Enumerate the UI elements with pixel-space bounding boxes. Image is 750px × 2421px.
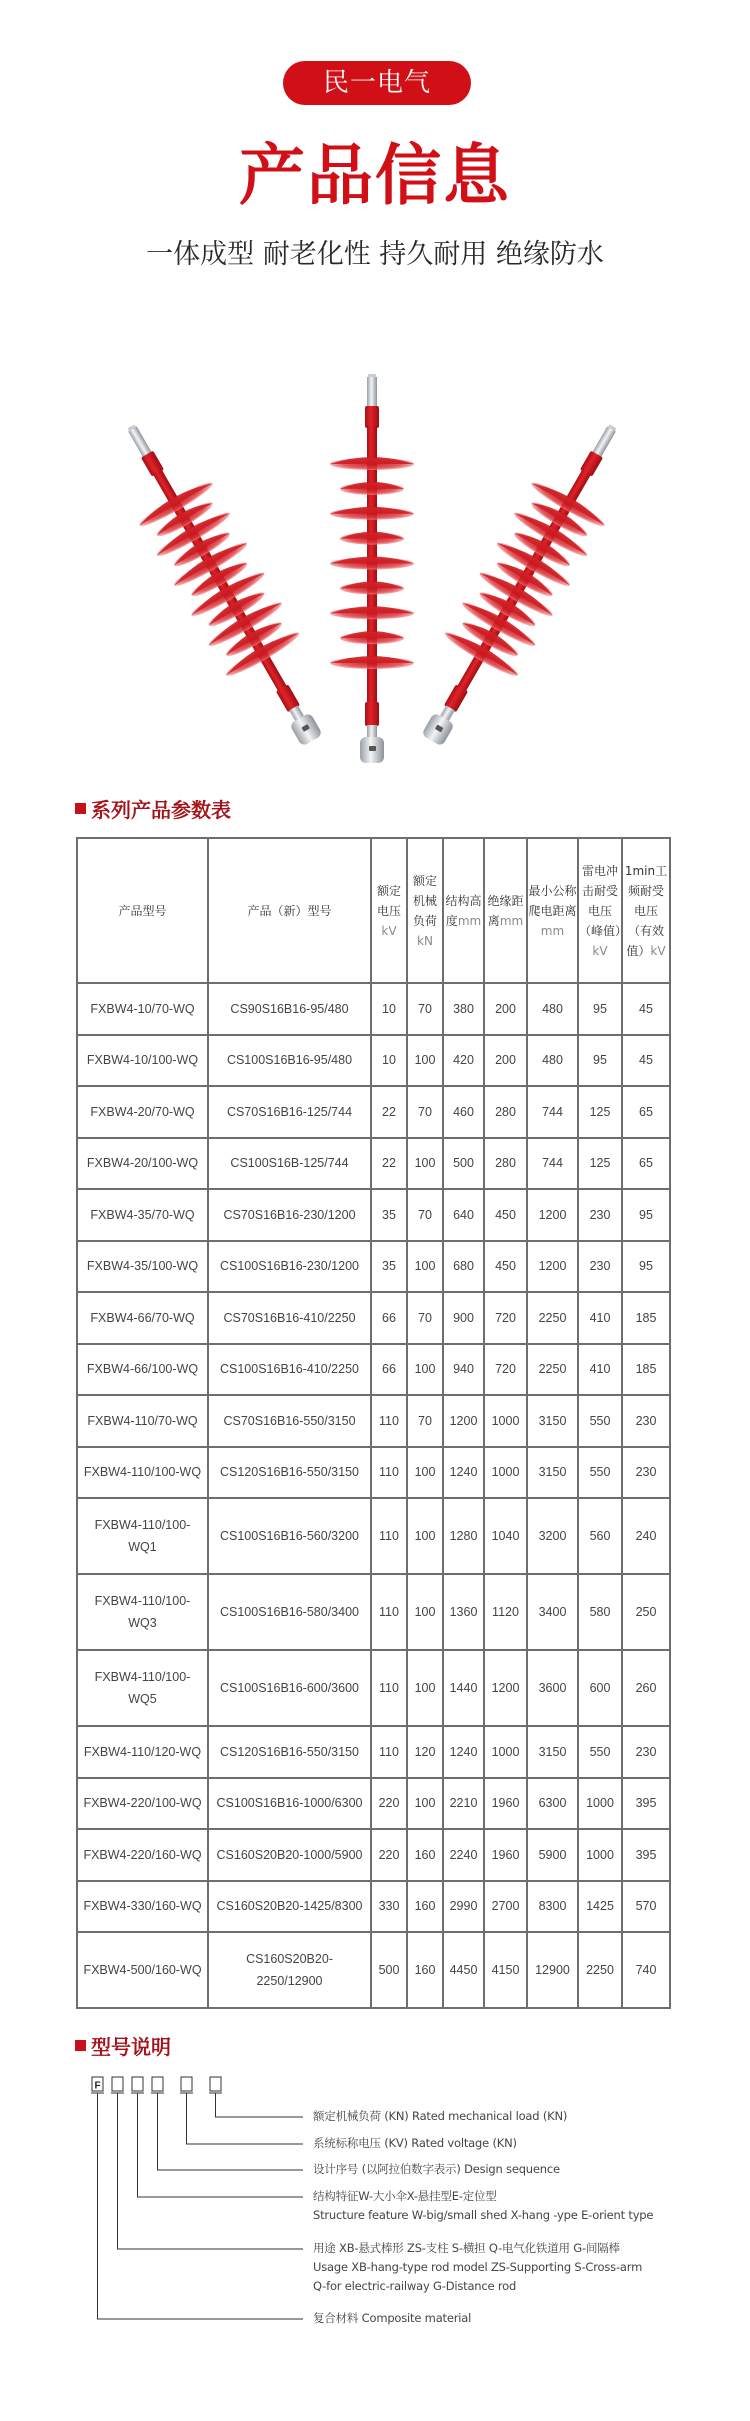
table-cell: 45	[622, 983, 670, 1035]
insulator-shed	[330, 606, 414, 613]
table-cell: 95	[578, 983, 622, 1035]
column-header-unit: kV	[381, 923, 397, 938]
table-cell: FXBW4-66/100-WQ	[77, 1344, 208, 1396]
table-cell: 410	[578, 1344, 622, 1396]
leader-line	[138, 2093, 304, 2197]
table-row	[77, 1778, 670, 1830]
table-cell: CS100S16B-125/744	[208, 1138, 371, 1190]
table-cell: 380	[443, 983, 484, 1035]
code-box	[210, 2077, 221, 2091]
column-header-unit: mm	[540, 923, 565, 938]
heading-square-icon	[75, 2040, 86, 2051]
table-cell: CS160S20B20-1000/5900	[208, 1829, 371, 1881]
table-body	[77, 983, 670, 2008]
table-cell: 240	[622, 1498, 670, 1574]
table-cell: 3150	[527, 1726, 578, 1778]
column-header	[527, 838, 578, 983]
column-header	[407, 838, 443, 983]
table-cell: 900	[443, 1292, 484, 1344]
table-cell: 12900	[527, 1932, 578, 2008]
insulator-right	[395, 405, 649, 761]
table-cell: 2250	[527, 1344, 578, 1396]
table-cell: CS100S16B16-410/2250	[208, 1344, 371, 1396]
column-header-label: 产品型号	[118, 903, 167, 918]
brand-badge: 民一电气	[283, 61, 471, 105]
table-cell: 450	[484, 1241, 527, 1293]
table-cell: 110	[371, 1574, 407, 1650]
table-row	[77, 1881, 670, 1933]
code-description	[313, 2187, 653, 2225]
table-cell: 330	[371, 1881, 407, 1933]
table-cell: 280	[484, 1138, 527, 1190]
table-cell: FXBW4-110/120-WQ	[77, 1726, 208, 1778]
table-cell: 500	[443, 1138, 484, 1190]
code-description-line: 复合材料 Composite material	[313, 2311, 472, 2325]
table-cell: 550	[578, 1726, 622, 1778]
table-cell: 1000	[484, 1447, 527, 1499]
table-cell: CS100S16B16-230/1200	[208, 1241, 371, 1293]
column-header-label: 雷电冲击耐受电压（峰值）	[579, 863, 628, 938]
table-cell: 70	[407, 1189, 443, 1241]
column-header-unit: mm	[457, 913, 482, 928]
table-cell: 2990	[443, 1881, 484, 1933]
table-cell: 100	[407, 1778, 443, 1830]
code-description-line: Structure feature W-big/small shed X-hang -ype E-orient type	[313, 2208, 654, 2222]
table-cell: CS100S16B16-580/3400	[208, 1574, 371, 1650]
table-cell: 720	[484, 1344, 527, 1396]
table-cell: 420	[443, 1035, 484, 1087]
table-cell: 110	[371, 1726, 407, 1778]
code-description-line: Q-for electric-railway G-Distance rod	[313, 2279, 517, 2293]
table-cell: 410	[578, 1292, 622, 1344]
table-cell: FXBW4-20/70-WQ	[77, 1086, 208, 1138]
model-explanation-heading	[75, 2033, 171, 2057]
code-description	[313, 2107, 567, 2126]
column-header-unit: kN	[417, 933, 433, 948]
table-cell: 125	[578, 1086, 622, 1138]
table-row	[77, 1498, 670, 1574]
table-cell: 2250	[527, 1292, 578, 1344]
table-cell: CS120S16B16-550/3150	[208, 1726, 371, 1778]
code-box	[112, 2077, 123, 2091]
insulator-part	[365, 406, 379, 428]
table-cell: 480	[527, 1035, 578, 1087]
table-cell: 1000	[578, 1829, 622, 1881]
insulator-shed	[340, 532, 404, 539]
table-cell: 70	[407, 1395, 443, 1447]
table-cell: FXBW4-20/100-WQ	[77, 1138, 208, 1190]
table-cell: 1240	[443, 1447, 484, 1499]
table-cell: 720	[484, 1292, 527, 1344]
table-cell: 550	[578, 1395, 622, 1447]
insulator-shed	[340, 482, 404, 489]
column-header	[443, 838, 484, 983]
spec-table-heading	[75, 796, 231, 820]
table-cell: 230	[622, 1726, 670, 1778]
table-row	[77, 1292, 670, 1344]
table-row	[77, 1035, 670, 1087]
table-cell: 1240	[443, 1726, 484, 1778]
column-header-label: 绝缘距离	[487, 893, 524, 928]
column-header-unit: kV	[650, 943, 666, 958]
table-cell: 65	[622, 1138, 670, 1190]
insulator-shed	[330, 507, 414, 514]
table-cell: 1960	[484, 1778, 527, 1830]
table-cell: 22	[371, 1086, 407, 1138]
table-cell: 70	[407, 1086, 443, 1138]
code-description-line: 用途 XB-悬式棒形 ZS-支柱 S-横担 Q-电气化铁道用 G-间隔棒	[313, 2241, 620, 2255]
insulator-shed	[340, 631, 404, 638]
table-cell: 395	[622, 1778, 670, 1830]
table-cell: FXBW4-110/100-WQ1	[77, 1498, 208, 1574]
table-cell: 65	[622, 1086, 670, 1138]
table-cell: 110	[371, 1395, 407, 1447]
code-description-line: 结构特征W-大小伞X-悬挂型E-定位型	[313, 2189, 497, 2203]
table-cell: 500	[371, 1932, 407, 2008]
table-cell: 1000	[484, 1395, 527, 1447]
spec-table	[76, 837, 671, 2009]
table-cell: 100	[407, 1035, 443, 1087]
table-cell: 550	[578, 1447, 622, 1499]
code-description	[313, 2160, 560, 2179]
table-cell: 250	[622, 1574, 670, 1650]
table-cell: 100	[407, 1498, 443, 1574]
table-row	[77, 1932, 670, 2008]
table-cell: CS120S16B16-550/3150	[208, 1447, 371, 1499]
insulator-center	[330, 374, 414, 763]
heading-square-icon	[75, 803, 86, 814]
table-cell: 230	[622, 1447, 670, 1499]
column-header	[578, 838, 628, 983]
table-cell: 460	[443, 1086, 484, 1138]
table-cell: 2250	[578, 1932, 622, 2008]
table-cell: 940	[443, 1344, 484, 1396]
table-cell: FXBW4-35/70-WQ	[77, 1189, 208, 1241]
table-cell: 8300	[527, 1881, 578, 1933]
table-row	[77, 983, 670, 1035]
table-row	[77, 1241, 670, 1293]
table-cell: 740	[622, 1932, 670, 2008]
table-cell: 220	[371, 1778, 407, 1830]
table-cell: 1000	[578, 1778, 622, 1830]
table-cell: 5900	[527, 1829, 578, 1881]
table-cell: 10	[371, 983, 407, 1035]
table-cell: 230	[578, 1189, 622, 1241]
code-description	[313, 2309, 471, 2328]
table-cell: 2700	[484, 1881, 527, 1933]
table-cell: 640	[443, 1189, 484, 1241]
table-cell: CS100S16B16-1000/6300	[208, 1778, 371, 1830]
table-cell: 1120	[484, 1574, 527, 1650]
table-cell: 600	[578, 1650, 622, 1726]
table-cell: 100	[407, 1241, 443, 1293]
insulator-shed	[340, 581, 404, 588]
table-cell: 2240	[443, 1829, 484, 1881]
table-cell: 1360	[443, 1574, 484, 1650]
table-cell: FXBW4-66/70-WQ	[77, 1292, 208, 1344]
table-cell: FXBW4-110/100-WQ5	[77, 1650, 208, 1726]
table-cell: 4450	[443, 1932, 484, 2008]
column-header-label: 额定机械负荷	[412, 873, 437, 928]
column-header-label: 产品（新）型号	[247, 903, 332, 918]
model-explanation-heading-text: 型号说明	[91, 2034, 171, 2059]
table-row	[77, 1447, 670, 1499]
table-cell: 3150	[527, 1447, 578, 1499]
code-description-line: 系统标称电压 (KV) Rated voltage (KN)	[313, 2136, 517, 2150]
table-cell: 3600	[527, 1650, 578, 1726]
column-header	[622, 838, 670, 983]
table-cell: CS100S16B16-600/3600	[208, 1650, 371, 1726]
table-cell: FXBW4-330/160-WQ	[77, 1881, 208, 1933]
table-cell: 66	[371, 1344, 407, 1396]
table-row	[77, 1138, 670, 1190]
table-row	[77, 1650, 670, 1726]
table-cell: FXBW4-110/70-WQ	[77, 1395, 208, 1447]
table-cell: FXBW4-220/100-WQ	[77, 1778, 208, 1830]
table-row	[77, 1395, 670, 1447]
code-box	[132, 2077, 143, 2091]
table-cell: CS100S16B16-560/3200	[208, 1498, 371, 1574]
table-cell: 100	[407, 1344, 443, 1396]
table-cell: 95	[622, 1189, 670, 1241]
code-box	[152, 2077, 163, 2091]
table-cell: CS160S20B20-1425/8300	[208, 1881, 371, 1933]
table-cell: 560	[578, 1498, 622, 1574]
table-cell: 185	[622, 1292, 670, 1344]
table-cell: FXBW4-220/160-WQ	[77, 1829, 208, 1881]
table-cell: 35	[371, 1241, 407, 1293]
table-cell: CS70S16B16-230/1200	[208, 1189, 371, 1241]
table-cell: CS70S16B16-125/744	[208, 1086, 371, 1138]
table-cell: 680	[443, 1241, 484, 1293]
table-row	[77, 1086, 670, 1138]
table-cell: 160	[407, 1881, 443, 1933]
table-cell: 570	[622, 1881, 670, 1933]
table-cell: 395	[622, 1829, 670, 1881]
table-cell: 1280	[443, 1498, 484, 1574]
table-cell: 3150	[527, 1395, 578, 1447]
table-cell: 160	[407, 1932, 443, 2008]
table-cell: FXBW4-10/100-WQ	[77, 1035, 208, 1087]
table-cell: 22	[371, 1138, 407, 1190]
table-cell: 100	[407, 1574, 443, 1650]
table-cell: 70	[407, 983, 443, 1035]
table-cell: 1200	[527, 1189, 578, 1241]
table-cell: 100	[407, 1447, 443, 1499]
code-description	[313, 2134, 517, 2153]
table-cell: CS160S20B20-2250/12900	[208, 1932, 371, 2008]
insulator-shed	[330, 457, 414, 464]
page-subtitle: 一体成型 耐老化性 持久耐用 绝缘防水	[146, 239, 604, 270]
table-cell: 185	[622, 1344, 670, 1396]
code-description	[313, 2239, 642, 2296]
insulator-part	[128, 426, 152, 457]
table-cell: 66	[371, 1292, 407, 1344]
table-cell: 200	[484, 1035, 527, 1087]
table-cell: 1200	[527, 1241, 578, 1293]
insulator-shed	[330, 656, 414, 663]
spec-table-heading-text: 系列产品参数表	[91, 797, 231, 822]
table-row	[77, 1829, 670, 1881]
column-header-unit: mm	[499, 913, 524, 928]
table-cell: 1960	[484, 1829, 527, 1881]
code-description-line: 额定机械负荷 (KN) Rated mechanical load (KN)	[313, 2109, 568, 2123]
insulator-part	[367, 725, 377, 739]
table-cell: 744	[527, 1138, 578, 1190]
column-header	[371, 838, 407, 983]
table-cell: 580	[578, 1574, 622, 1650]
table-cell: 1000	[484, 1726, 527, 1778]
table-cell: 3400	[527, 1574, 578, 1650]
table-cell: 110	[371, 1447, 407, 1499]
insulator-part	[592, 426, 616, 457]
table-cell: FXBW4-500/160-WQ	[77, 1932, 208, 2008]
table-row	[77, 1344, 670, 1396]
table-row	[77, 1726, 670, 1778]
leader-line	[118, 2093, 304, 2249]
table-cell: 450	[484, 1189, 527, 1241]
insulator-left	[95, 405, 349, 761]
table-row	[77, 1189, 670, 1241]
table-cell: 1425	[578, 1881, 622, 1933]
table-cell: 100	[407, 1650, 443, 1726]
table-cell: FXBW4-35/100-WQ	[77, 1241, 208, 1293]
table-cell: 2210	[443, 1778, 484, 1830]
column-header-label: 1min工频耐受电压（有效值）	[624, 863, 668, 958]
product-photo	[0, 360, 750, 770]
leader-line	[187, 2093, 304, 2144]
table-row	[77, 1574, 670, 1650]
table-cell: 110	[371, 1498, 407, 1574]
table-cell: 70	[407, 1292, 443, 1344]
column-header-label: 额定电压	[376, 883, 401, 918]
code-box-letter: F	[94, 2080, 101, 2092]
table-cell: 744	[527, 1086, 578, 1138]
table-cell: CS100S16B16-95/480	[208, 1035, 371, 1087]
code-box	[181, 2077, 192, 2091]
table-cell: 480	[527, 983, 578, 1035]
table-cell: 95	[622, 1241, 670, 1293]
table-cell: 1200	[484, 1650, 527, 1726]
table-cell: FXBW4-10/70-WQ	[77, 983, 208, 1035]
table-cell: FXBW4-110/100-WQ	[77, 1447, 208, 1499]
insulator-part	[365, 702, 379, 726]
table-cell: 200	[484, 983, 527, 1035]
table-cell: 10	[371, 1035, 407, 1087]
table-cell: 230	[622, 1395, 670, 1447]
insulator-shed	[330, 557, 414, 564]
insulator-part	[367, 377, 377, 407]
table-cell: CS70S16B16-550/3150	[208, 1395, 371, 1447]
table-cell: 280	[484, 1086, 527, 1138]
column-header	[208, 838, 371, 983]
column-header	[77, 838, 208, 983]
code-description-line: 设计序号 (以阿拉伯数字表示) Design sequence	[313, 2162, 560, 2176]
table-cell: 260	[622, 1650, 670, 1726]
column-header-label: 结构高度	[445, 893, 482, 928]
table-cell: 125	[578, 1138, 622, 1190]
table-cell: CS90S16B16-95/480	[208, 983, 371, 1035]
table-cell: 45	[622, 1035, 670, 1087]
table-header-row	[77, 838, 670, 983]
table-cell: CS70S16B16-410/2250	[208, 1292, 371, 1344]
table-cell: 95	[578, 1035, 622, 1087]
table-cell: 35	[371, 1189, 407, 1241]
leader-line	[98, 2093, 304, 2319]
table-cell: 6300	[527, 1778, 578, 1830]
table-cell: 230	[578, 1241, 622, 1293]
leader-line	[216, 2093, 304, 2117]
column-header	[484, 838, 527, 983]
table-cell: 100	[407, 1138, 443, 1190]
page-title: 产品信息	[239, 137, 511, 214]
table-cell: FXBW4-110/100-WQ3	[77, 1574, 208, 1650]
code-description-line: Usage XB-hang-type rod model ZS-Supporting S-Cross-arm	[313, 2260, 643, 2274]
table-cell: 160	[407, 1829, 443, 1881]
table-cell: 110	[371, 1650, 407, 1726]
insulator-part	[369, 746, 376, 751]
table-cell: 1440	[443, 1650, 484, 1726]
leader-line	[158, 2093, 304, 2170]
column-header-unit: kV	[592, 943, 608, 958]
table-cell: 4150	[484, 1932, 527, 2008]
table-cell: 3200	[527, 1498, 578, 1574]
table-cell: 1200	[443, 1395, 484, 1447]
model-code-diagram	[0, 2070, 750, 2370]
table-cell: 120	[407, 1726, 443, 1778]
table-cell: 1040	[484, 1498, 527, 1574]
column-header-label: 最小公称爬电距离	[528, 883, 577, 918]
table-cell: 220	[371, 1829, 407, 1881]
